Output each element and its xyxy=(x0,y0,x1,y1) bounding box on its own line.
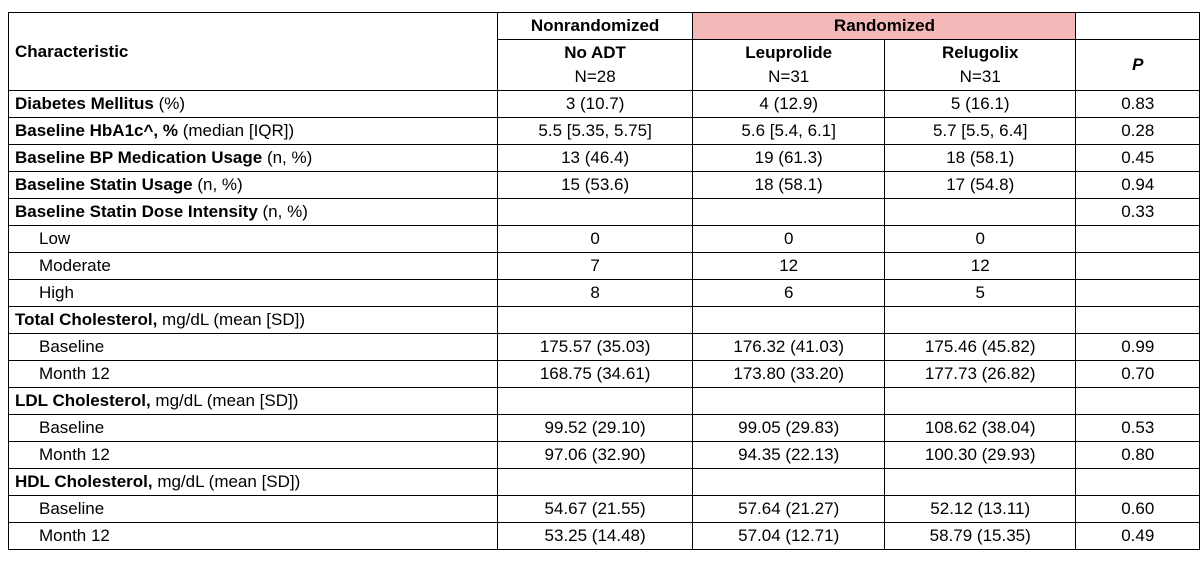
row-label-cell: High xyxy=(9,280,498,307)
row-label-cell: Month 12 xyxy=(9,361,498,388)
relugolix-value xyxy=(884,388,1076,415)
no-adt-value xyxy=(497,469,693,496)
table-row xyxy=(9,496,1200,523)
table-row xyxy=(9,388,1200,415)
leuprolide-value: 94.35 (22.13) xyxy=(693,442,885,469)
row-label-bold: Baseline Statin Usage xyxy=(15,175,193,194)
no-adt-value: 3 (10.7) xyxy=(497,91,693,118)
p-value xyxy=(1076,226,1200,253)
row-label-unit: mg/dL (mean [SD]) xyxy=(157,310,306,329)
relugolix-value: 108.62 (38.04) xyxy=(884,415,1076,442)
row-label-cell xyxy=(9,388,498,415)
no-adt-value: 0 xyxy=(497,226,693,253)
relugolix-value: 0 xyxy=(884,226,1076,253)
no-adt-value: 54.67 (21.55) xyxy=(497,496,693,523)
leuprolide-value xyxy=(693,469,885,496)
table-row xyxy=(9,334,1200,361)
arm-n: N=28 xyxy=(574,67,616,86)
row-label-unit: mg/dL (mean [SD]) xyxy=(152,472,301,491)
row-label-bold: LDL Cholesterol, xyxy=(15,391,151,410)
row-label-cell xyxy=(9,145,498,172)
relugolix-value xyxy=(884,307,1076,334)
p-value-header: P xyxy=(1076,40,1200,91)
row-label-unit: (n, %) xyxy=(192,175,243,194)
row-label-cell: Baseline xyxy=(9,334,498,361)
relugolix-value: 18 (58.1) xyxy=(884,145,1076,172)
row-label-bold: Baseline BP Medication Usage xyxy=(15,148,263,167)
leuprolide-value: 176.32 (41.03) xyxy=(693,334,885,361)
row-label-cell xyxy=(9,199,498,226)
relugolix-value: 52.12 (13.11) xyxy=(884,496,1076,523)
row-label-bold: Diabetes Mellitus xyxy=(15,94,154,113)
row-label-cell xyxy=(9,172,498,199)
p-value xyxy=(1076,388,1200,415)
arm-name: Leuprolide xyxy=(745,43,833,62)
row-label-unit: mg/dL (mean [SD]) xyxy=(150,391,299,410)
table-row xyxy=(9,361,1200,388)
relugolix-value xyxy=(884,469,1076,496)
row-label-cell xyxy=(9,91,498,118)
leuprolide-value: 99.05 (29.83) xyxy=(693,415,885,442)
row-label-cell xyxy=(9,469,498,496)
p-value xyxy=(1076,307,1200,334)
p-value: 0.70 xyxy=(1076,361,1200,388)
row-label-cell: Month 12 xyxy=(9,442,498,469)
arm-header-relugolix xyxy=(884,40,1076,91)
row-label-unit: (n, %) xyxy=(257,202,308,221)
leuprolide-value: 6 xyxy=(693,280,885,307)
nonrandomized-header: Nonrandomized xyxy=(497,13,693,40)
characteristic-header: Characteristic xyxy=(9,13,498,91)
no-adt-value: 8 xyxy=(497,280,693,307)
row-label-unit: (median [IQR]) xyxy=(178,121,295,140)
table-row xyxy=(9,226,1200,253)
table-row xyxy=(9,172,1200,199)
p-value: 0.33 xyxy=(1076,199,1200,226)
table-row xyxy=(9,118,1200,145)
leuprolide-value xyxy=(693,307,885,334)
p-value: 0.94 xyxy=(1076,172,1200,199)
randomized-header: Randomized xyxy=(693,13,1076,40)
table-body xyxy=(9,91,1200,550)
p-value: 0.83 xyxy=(1076,91,1200,118)
leuprolide-value: 57.04 (12.71) xyxy=(693,523,885,550)
leuprolide-value: 4 (12.9) xyxy=(693,91,885,118)
relugolix-value: 5 (16.1) xyxy=(884,91,1076,118)
no-adt-value: 97.06 (32.90) xyxy=(497,442,693,469)
relugolix-value: 177.73 (26.82) xyxy=(884,361,1076,388)
row-label-cell xyxy=(9,307,498,334)
row-label-cell: Baseline xyxy=(9,415,498,442)
p-value: 0.49 xyxy=(1076,523,1200,550)
table-row xyxy=(9,415,1200,442)
no-adt-value xyxy=(497,388,693,415)
relugolix-value: 100.30 (29.93) xyxy=(884,442,1076,469)
no-adt-value: 99.52 (29.10) xyxy=(497,415,693,442)
leuprolide-value: 18 (58.1) xyxy=(693,172,885,199)
leuprolide-value: 173.80 (33.20) xyxy=(693,361,885,388)
leuprolide-value: 19 (61.3) xyxy=(693,145,885,172)
row-label-bold: Baseline Statin Dose Intensity xyxy=(15,202,258,221)
no-adt-value: 15 (53.6) xyxy=(497,172,693,199)
relugolix-value: 5.7 [5.5, 6.4] xyxy=(884,118,1076,145)
leuprolide-value: 0 xyxy=(693,226,885,253)
no-adt-value xyxy=(497,307,693,334)
table-row xyxy=(9,253,1200,280)
relugolix-value: 58.79 (15.35) xyxy=(884,523,1076,550)
row-label-cell xyxy=(9,118,498,145)
table-row xyxy=(9,523,1200,550)
leuprolide-value: 12 xyxy=(693,253,885,280)
table-row xyxy=(9,469,1200,496)
no-adt-value: 13 (46.4) xyxy=(497,145,693,172)
p-value: 0.99 xyxy=(1076,334,1200,361)
leuprolide-value xyxy=(693,199,885,226)
characteristics-table xyxy=(8,12,1200,550)
row-label-cell: Month 12 xyxy=(9,523,498,550)
relugolix-value xyxy=(884,199,1076,226)
relugolix-value: 5 xyxy=(884,280,1076,307)
row-label-bold: HDL Cholesterol, xyxy=(15,472,153,491)
no-adt-value: 5.5 [5.35, 5.75] xyxy=(497,118,693,145)
row-label-bold: Baseline HbA1c^, % xyxy=(15,121,178,140)
table-row xyxy=(9,307,1200,334)
row-label-cell: Low xyxy=(9,226,498,253)
no-adt-value: 7 xyxy=(497,253,693,280)
leuprolide-value: 57.64 (21.27) xyxy=(693,496,885,523)
row-label-bold: Total Cholesterol, xyxy=(15,310,158,329)
table-row xyxy=(9,91,1200,118)
relugolix-value: 17 (54.8) xyxy=(884,172,1076,199)
row-label-cell: Moderate xyxy=(9,253,498,280)
table-row xyxy=(9,442,1200,469)
no-adt-value xyxy=(497,199,693,226)
arm-name: Relugolix xyxy=(941,43,1019,62)
group-header-row xyxy=(9,13,1200,40)
p-value: 0.45 xyxy=(1076,145,1200,172)
leuprolide-value xyxy=(693,388,885,415)
no-adt-value: 53.25 (14.48) xyxy=(497,523,693,550)
relugolix-value: 175.46 (45.82) xyxy=(884,334,1076,361)
table-row xyxy=(9,145,1200,172)
arm-n: N=31 xyxy=(959,67,1001,86)
row-label-unit: (%) xyxy=(153,94,186,113)
row-label-cell: Baseline xyxy=(9,496,498,523)
row-label-unit: (n, %) xyxy=(262,148,313,167)
leuprolide-value: 5.6 [5.4, 6.1] xyxy=(693,118,885,145)
arm-name: No ADT xyxy=(564,43,626,62)
table-row xyxy=(9,199,1200,226)
p-value xyxy=(1076,253,1200,280)
p-value xyxy=(1076,280,1200,307)
p-value xyxy=(1076,469,1200,496)
arm-header-leuprolide xyxy=(693,40,885,91)
no-adt-value: 175.57 (35.03) xyxy=(497,334,693,361)
p-value: 0.53 xyxy=(1076,415,1200,442)
relugolix-value: 12 xyxy=(884,253,1076,280)
arm-n: N=31 xyxy=(768,67,810,86)
arm-header-no-adt xyxy=(497,40,693,91)
p-header-top-cell xyxy=(1076,13,1200,40)
table-row xyxy=(9,280,1200,307)
p-value: 0.80 xyxy=(1076,442,1200,469)
p-value: 0.28 xyxy=(1076,118,1200,145)
no-adt-value: 168.75 (34.61) xyxy=(497,361,693,388)
p-value: 0.60 xyxy=(1076,496,1200,523)
